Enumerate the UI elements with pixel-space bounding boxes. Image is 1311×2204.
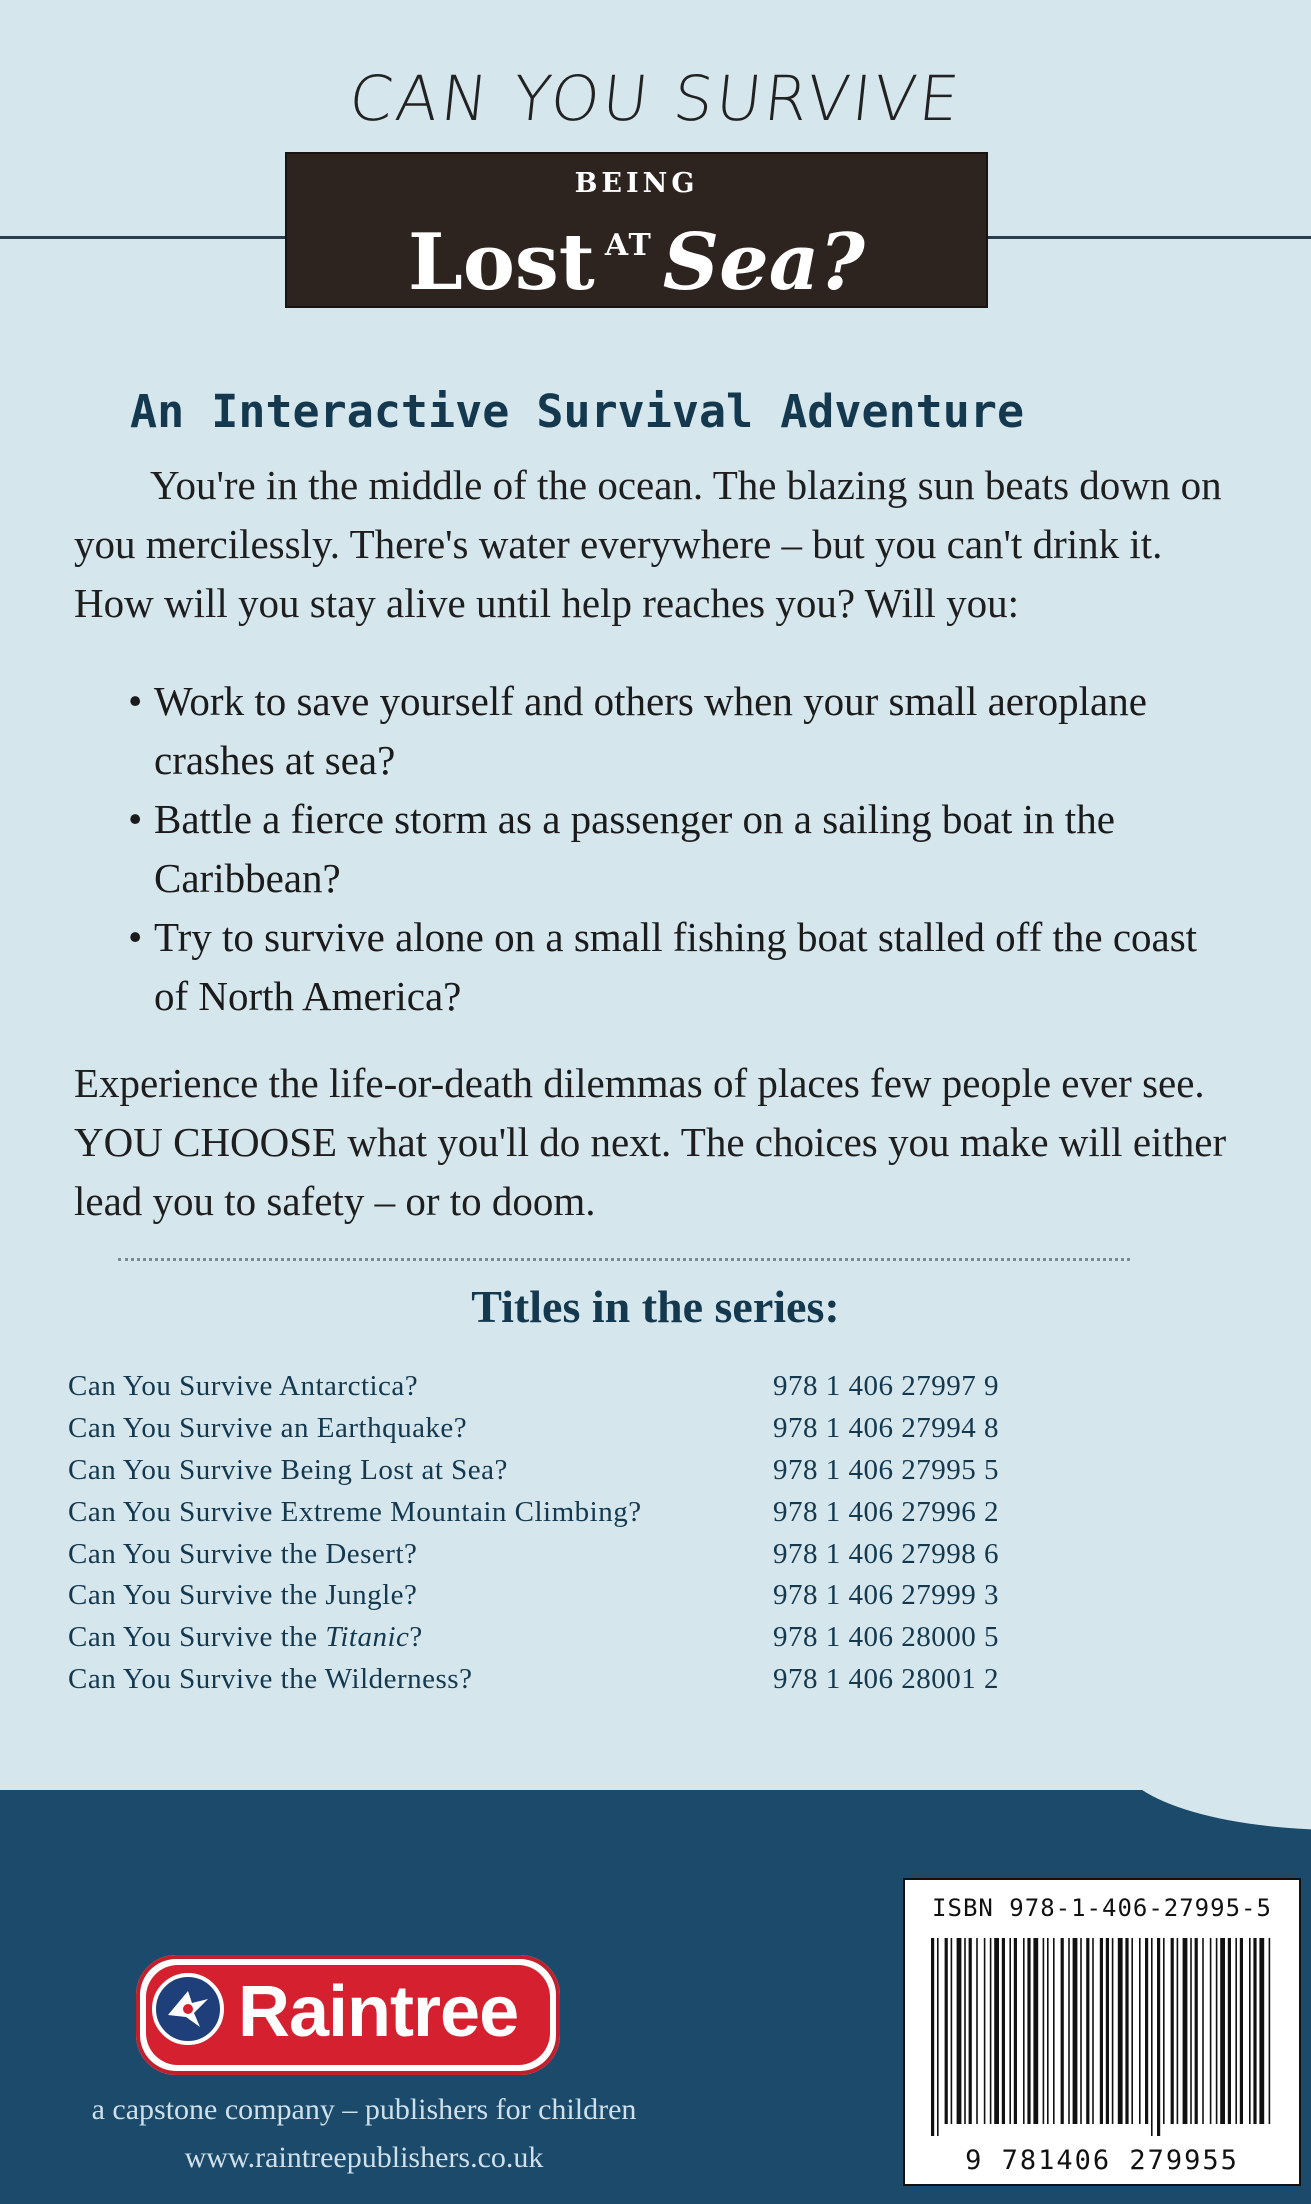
logo-badge bbox=[146, 1965, 550, 2065]
series-isbn: 978 1 406 27995 5 bbox=[773, 1453, 999, 1486]
subtitle: An Interactive Survival Adventure bbox=[130, 385, 1025, 438]
title-rule-right bbox=[988, 236, 1311, 239]
series-isbn: 978 1 406 27996 2 bbox=[773, 1495, 999, 1528]
series-title: Can You Survive the Jungle? bbox=[68, 1579, 418, 1612]
series-title: Can You Survive the Titanic? bbox=[68, 1621, 423, 1654]
title-at: AT bbox=[604, 228, 653, 263]
barcode-icon bbox=[927, 1938, 1279, 2136]
publisher-tagline: a capstone company – publishers for children bbox=[91, 2093, 637, 2126]
barcode-digits: 9 781406 279955 bbox=[965, 2145, 1239, 2176]
title-sea: Sea? bbox=[662, 217, 865, 308]
choice-list bbox=[128, 672, 1208, 1026]
dotted-divider bbox=[118, 1258, 1130, 1261]
series-row bbox=[68, 1617, 1033, 1659]
intro-paragraph: You're in the middle of the ocean. The blazing sun beats down on you mercilessly. There's water everywhere – but you can't drink it. How will you stay alive until help reaches you? Will you: bbox=[74, 462, 1222, 626]
series-isbn: 978 1 406 27999 3 bbox=[773, 1579, 999, 1612]
series-title: Can You Survive Antarctica? bbox=[68, 1370, 419, 1403]
series-list bbox=[68, 1366, 1033, 1700]
title-lost: Lost bbox=[408, 217, 595, 308]
raintree-logo bbox=[136, 1955, 560, 2075]
choice-item: • Battle a fierce storm as a passenger on a sailing boat in the Caribbean? bbox=[128, 790, 1208, 908]
outro-paragraph: Experience the life-or-death dilemmas of places few people ever see. YOU CHOOSE what you'll do next. The choices you make will either lead you to safety – or to doom. bbox=[74, 1060, 1227, 1224]
series-title: Can You Survive the Wilderness? bbox=[68, 1662, 473, 1695]
series-row bbox=[68, 1533, 1033, 1575]
title-main bbox=[287, 196, 986, 313]
series-isbn: 978 1 406 28001 2 bbox=[773, 1662, 999, 1695]
series-row bbox=[68, 1366, 1033, 1408]
series-row bbox=[68, 1659, 1033, 1701]
series-title: Can You Survive an Earthquake? bbox=[68, 1412, 468, 1445]
handwritten-title: CAN YOU SURVIVE bbox=[345, 62, 966, 135]
title-banner bbox=[285, 152, 988, 308]
title-being: BEING bbox=[574, 168, 699, 199]
raintree-emblem-icon bbox=[152, 1973, 224, 2045]
logo-text: Raintree bbox=[238, 1972, 519, 2052]
series-row bbox=[68, 1408, 1033, 1450]
series-row bbox=[68, 1491, 1033, 1533]
series-title: Can You Survive the Desert? bbox=[68, 1537, 418, 1570]
title-rule-left bbox=[0, 236, 285, 239]
series-isbn: 978 1 406 27994 8 bbox=[773, 1412, 999, 1445]
series-row bbox=[68, 1575, 1033, 1617]
publisher-website: www.raintreepublishers.co.uk bbox=[184, 2141, 544, 2174]
series-isbn: 978 1 406 28000 5 bbox=[773, 1621, 999, 1654]
choice-item: • Try to survive alone on a small fishing boat stalled off the coast of North America? bbox=[128, 908, 1208, 1026]
band-corner-curve bbox=[1121, 1790, 1311, 1830]
series-title: Can You Survive Being Lost at Sea? bbox=[68, 1453, 508, 1486]
isbn-label: ISBN 978-1-406-27995-5 bbox=[932, 1894, 1272, 1922]
series-isbn: 978 1 406 27997 9 bbox=[773, 1370, 999, 1403]
series-row bbox=[68, 1450, 1033, 1492]
choice-item: • Work to save yourself and others when your small aeroplane crashes at sea? bbox=[128, 672, 1208, 790]
series-heading: Titles in the series: bbox=[471, 1281, 840, 1332]
series-isbn: 978 1 406 27998 6 bbox=[773, 1537, 999, 1570]
barcode-panel bbox=[903, 1878, 1301, 2186]
series-title: Can You Survive Extreme Mountain Climbing? bbox=[68, 1495, 642, 1528]
